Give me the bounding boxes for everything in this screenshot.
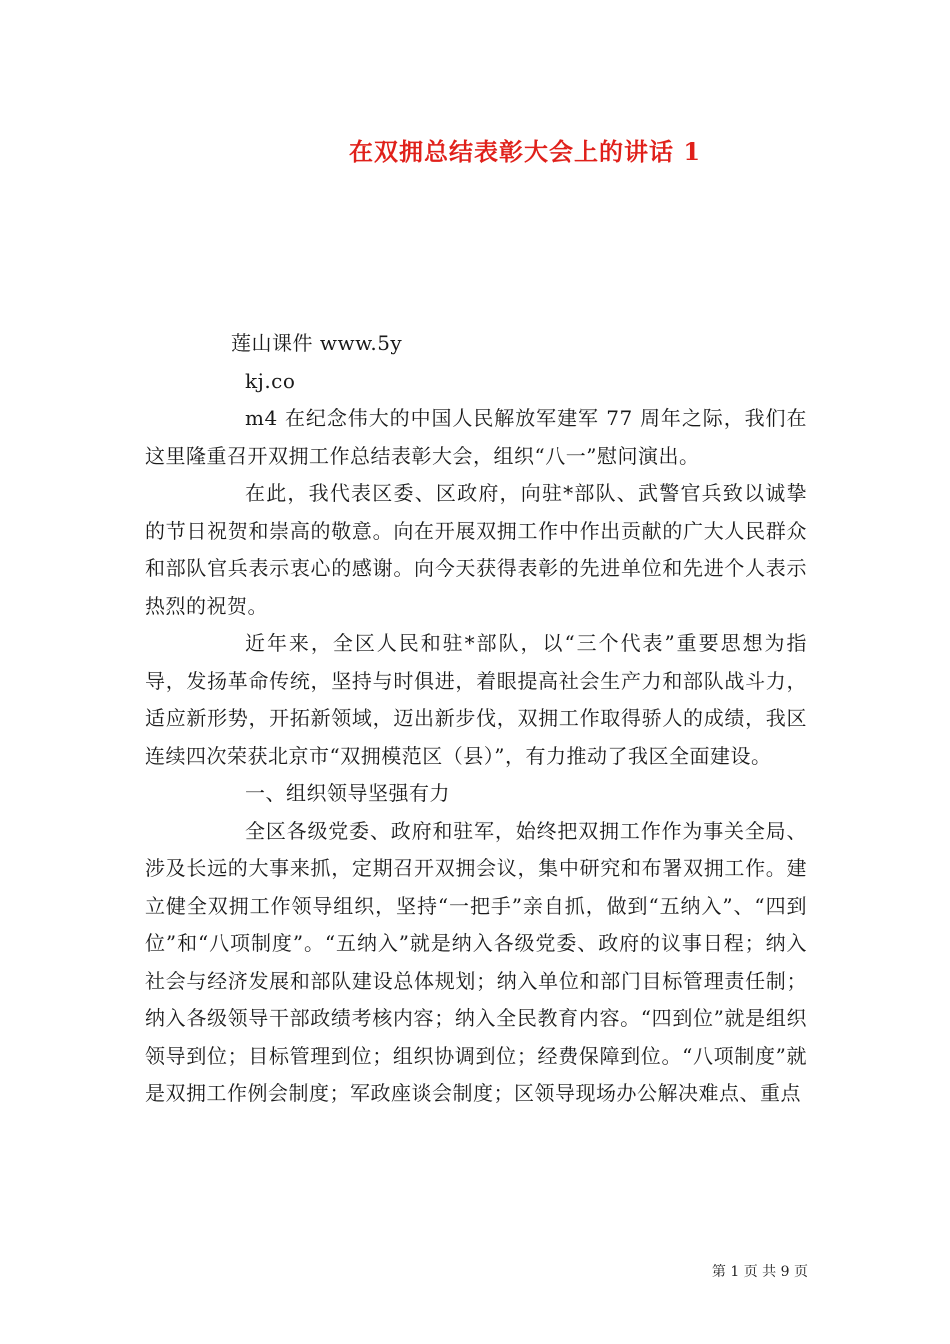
source-line-1: 莲山课件 www.5y	[231, 331, 403, 355]
source-line-2: kj.co	[245, 368, 296, 393]
document-title: 在双拥总结表彰大会上的讲话 1	[348, 137, 702, 166]
paragraph: 近年来，全区人民和驻*部队，以“三个代表”重要思想为指导，发扬革命传统，坚持与时俱进，着眼提高社会生产力和部队战斗力，适应新形势，开拓新领域，迈出新步伐，双拥工作取得骄人的成绩，我区连续四次荣获北京市“双拥模范区（县）”，有力推动了我区全面建设。	[145, 631, 807, 768]
paragraph: m4 在纪念伟大的中国人民解放军建军 77 周年之际，我们在这里隆重召开双拥工作总结表彰大会，组织“八一”慰问演出。	[145, 406, 807, 468]
page-number-footer: 第 1 页 共 9 页	[711, 1264, 808, 1280]
section-heading: 一、组织领导坚强有力	[245, 781, 450, 805]
paragraph: 在此，我代表区委、区政府，向驻*部队、武警官兵致以诚挚的节日祝贺和崇高的敬意。向在开展双拥工作中作出贡献的广大人民群众和部队官兵表示衷心的感谢。向今天获得表彰的先进单位和先进个人表示热烈的祝贺。	[145, 481, 807, 618]
paragraph: 全区各级党委、政府和驻军，始终把双拥工作作为事关全局、涉及长远的大事来抓，定期召开双拥会议，集中研究和布署双拥工作。建立健全双拥工作领导组织，坚持“一把手”亲自抓，做到“五纳入”、“四到位”和“八项制度”。“五纳入”就是纳入各级党委、政府的议事日程；纳入社会与经济发展和部队建设总体规划；纳入单位和部门目标管理责任制；纳入各级领导干部政绩考核内容；纳入全民教育内容。“四到位”就是组织领导到位；目标管理到位；组织协调到位；经费保障到位。“八项制度”就是双拥工作例会制度；军政座谈会制度；区领导现场办公解决难点、重点	[145, 818, 807, 1105]
document-body	[145, 325, 807, 1113]
